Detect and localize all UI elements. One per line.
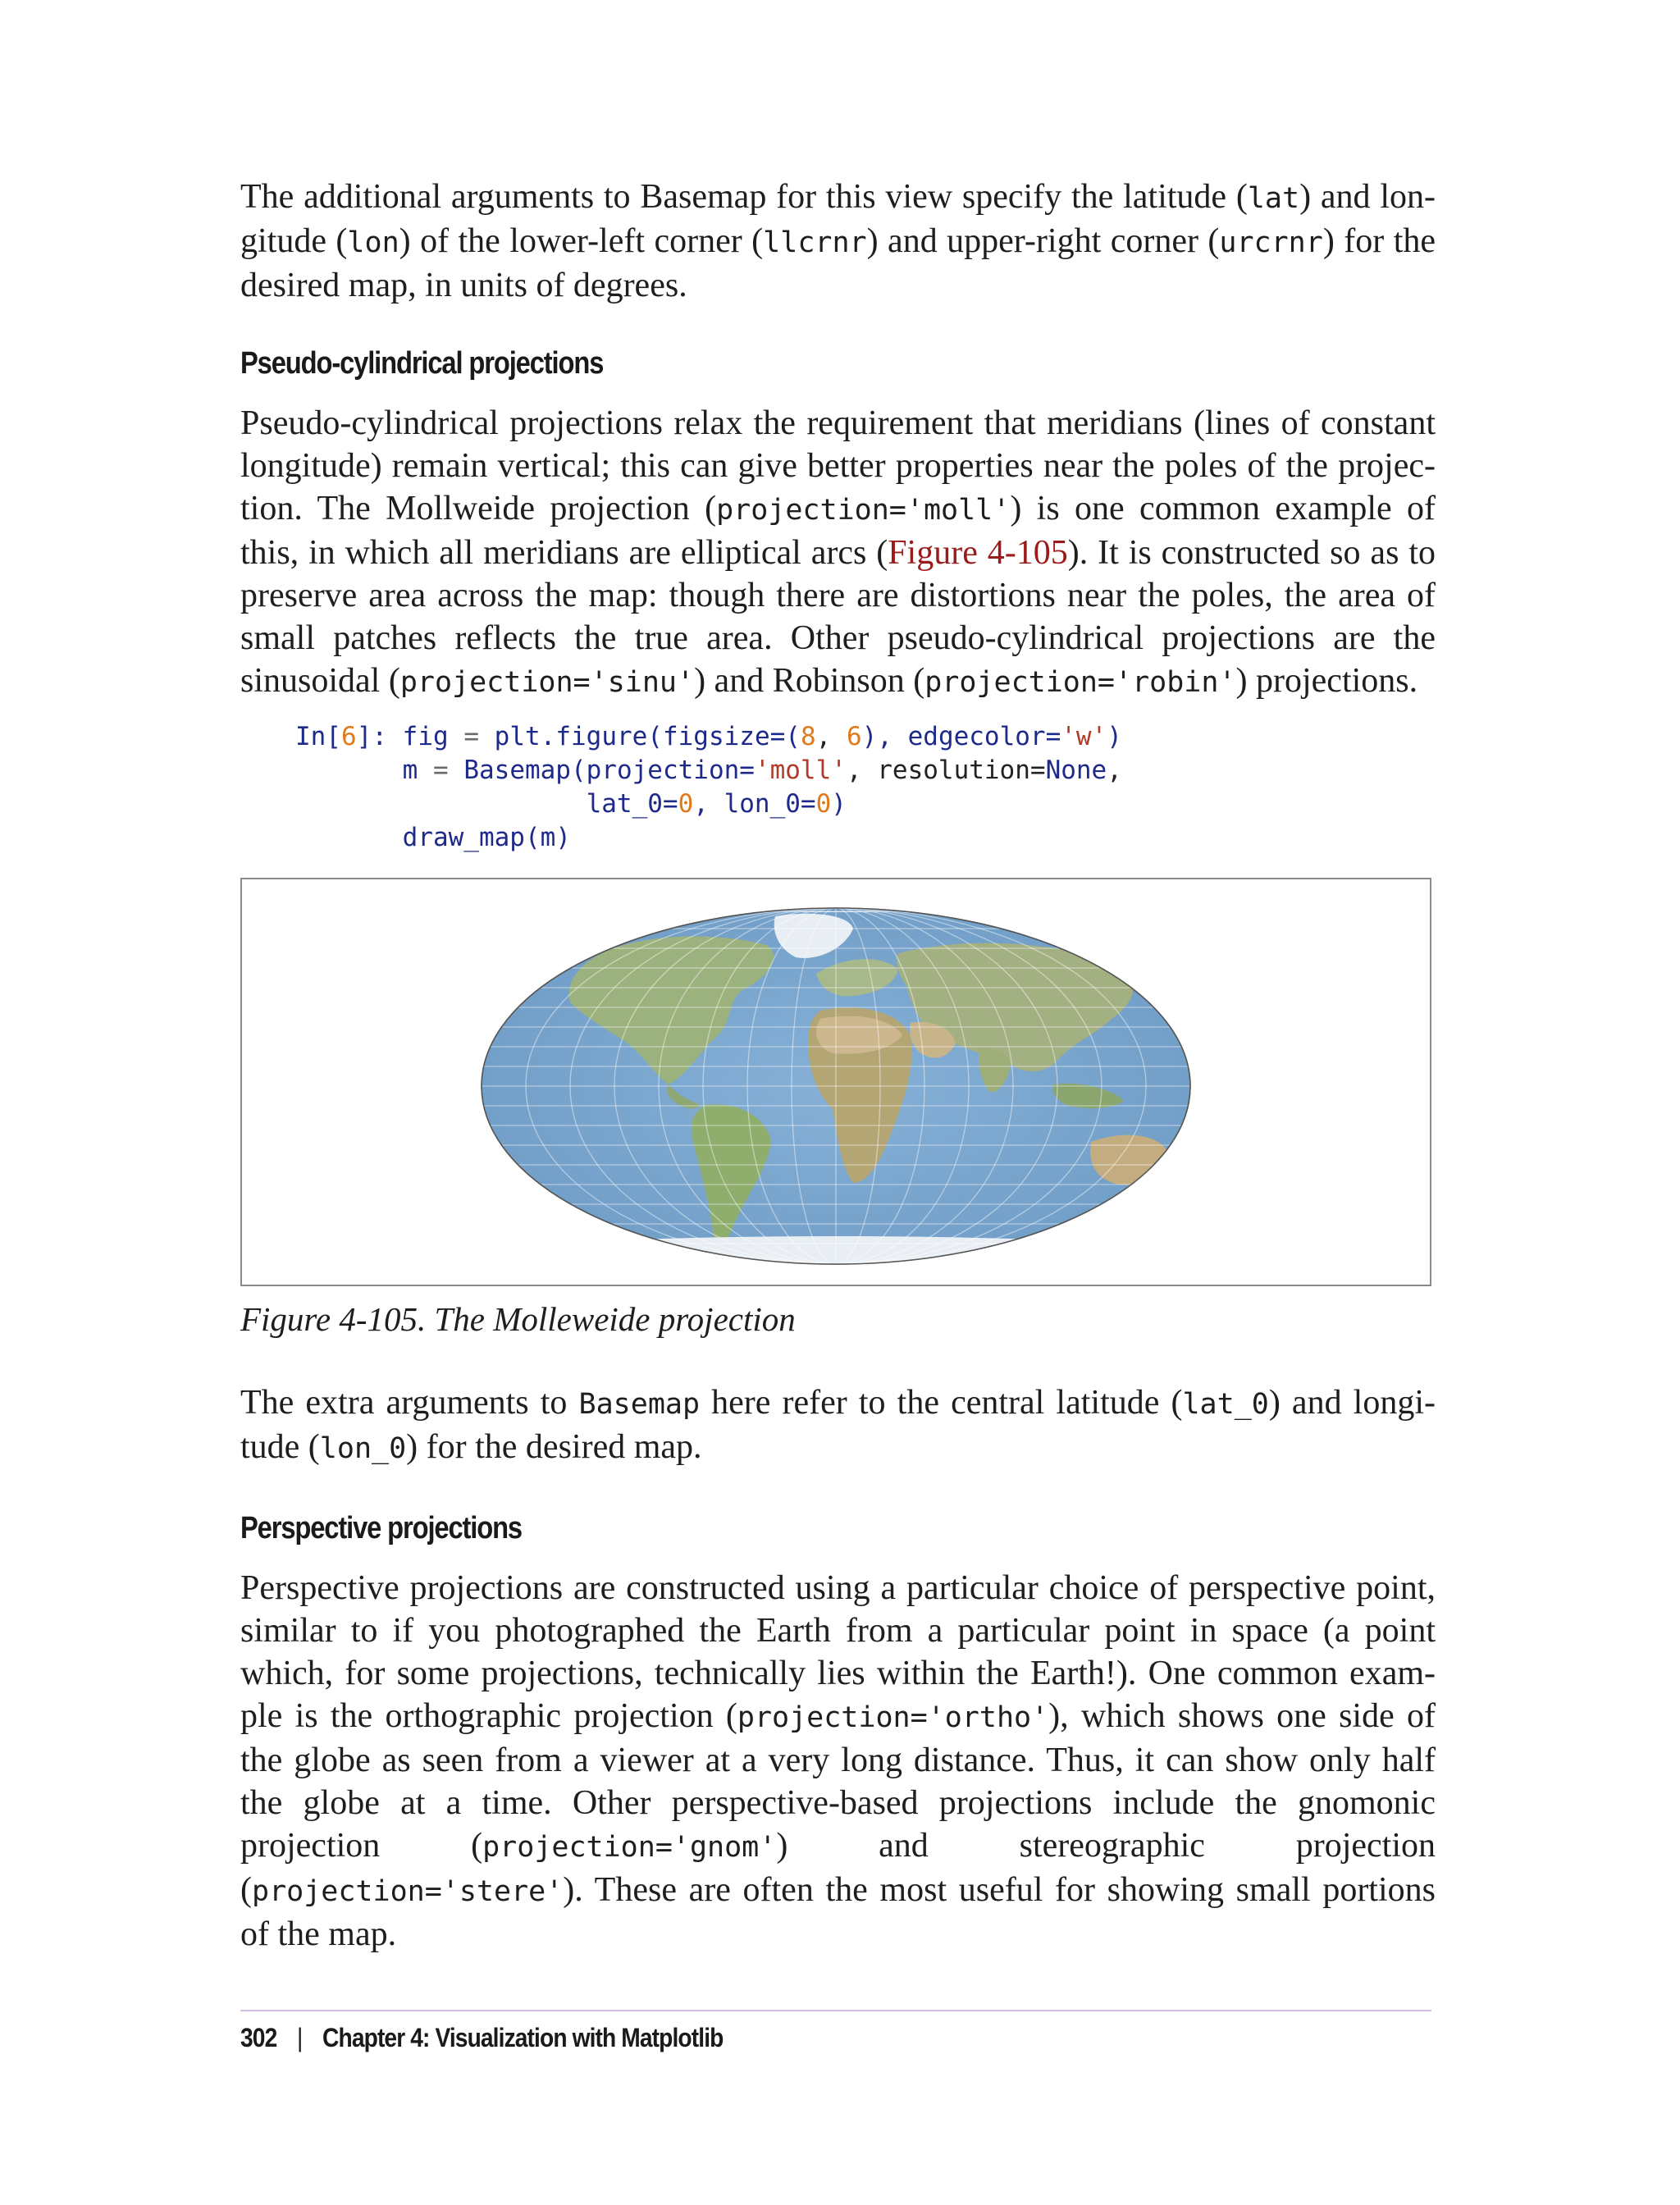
inline-code-llcrnr: llcrnr bbox=[763, 226, 867, 259]
inline-code-moll: projection='moll' bbox=[716, 494, 1011, 527]
inline-code-basemap: Basemap bbox=[578, 1388, 701, 1421]
figure-caption: Figure 4-105. The Molleweide projection bbox=[240, 1300, 796, 1338]
antarctica bbox=[488, 1236, 1185, 1273]
footer-separator: | bbox=[296, 2023, 303, 2052]
inline-code-ortho: projection='ortho' bbox=[737, 1701, 1049, 1734]
inline-code-sinu: projection='sinu' bbox=[399, 666, 695, 699]
perspective-paragraph: Perspective projections are constructed using a particular choice of perspective point, similar to if you photographed the Earth from a particular point in space (a point which, for some projections, technically lies within the Earth!). One common exam-ple is the orthographic projection (projection='ortho'), which shows one side of the globe as seen from a viewer at a very long distance. Thus, it can show only half the globe at a time. Other perspective-based projections include the gnomonic projection (projection='gnom') and stereographic projection (projection='stere'). These are often the most useful for showing small portions of the map. bbox=[240, 1569, 1436, 1953]
inline-code-lat: lat bbox=[1247, 182, 1300, 215]
intro-paragraph: The additional arguments to Basemap for this view specify the latitude (lat) and lon-gitude (lon) of the lower-left corner (llcrnr) and upper-right corner (urcrnr) for the desired map, in units of degrees. bbox=[240, 178, 1436, 304]
inline-code-lon: lon bbox=[347, 226, 399, 259]
inline-code-gnom: projection='gnom' bbox=[482, 1831, 777, 1864]
figure-mollweide-map bbox=[240, 878, 1431, 1286]
mollweide-world-map-icon bbox=[242, 879, 1430, 1285]
page-footer bbox=[240, 2023, 723, 2053]
pseudo-cylindrical-paragraph: Pseudo-cylindrical projections relax the requirement that meridians (lines of constant longitude) remain vertical; this can give better properties near the poles of the projec-tion. The Mollweide projection (projection='moll') is one common example of this, in which all meridians are elliptical arcs (Figure 4-105). It is constructed so as to preserve area across the map: though there are distortions near the poles, the area of small patches reflects the true area. Other pseudo-cylindrical projections are the sinusoidal (projection='sinu') and Robinson (projection='robin') projections. bbox=[240, 404, 1436, 700]
page-number: 302 bbox=[240, 2023, 277, 2052]
section-heading-perspective: Perspective projections bbox=[240, 1511, 522, 1545]
inline-code-stere: projection='stere' bbox=[252, 1875, 564, 1908]
code-block: In[6]: fig = plt.figure(figsize=(8, 6), edgecolor='w') m = Basemap(projection='moll', resolution=None, lat_0=0, lon_0=0) draw_map(m) bbox=[295, 722, 1122, 852]
inline-code-urcrnr: urcrnr bbox=[1219, 226, 1323, 259]
section-heading-pseudo-cylindrical: Pseudo-cylindrical projections bbox=[240, 346, 604, 381]
figure-reference-link[interactable]: Figure 4-105 bbox=[888, 534, 1068, 572]
inline-code-robin: projection='robin' bbox=[924, 666, 1236, 699]
footer-rule bbox=[240, 2010, 1431, 2011]
extra-arguments-paragraph: The extra arguments to Basemap here refer to the central latitude (lat_0) and longi-tude (lon_0) for the desired map. bbox=[240, 1384, 1436, 1466]
chapter-title: Chapter 4: Visualization with Matplotlib bbox=[322, 2023, 724, 2052]
inline-code-lon0: lon_0 bbox=[319, 1432, 407, 1465]
inline-code-lat0: lat_0 bbox=[1182, 1388, 1269, 1421]
